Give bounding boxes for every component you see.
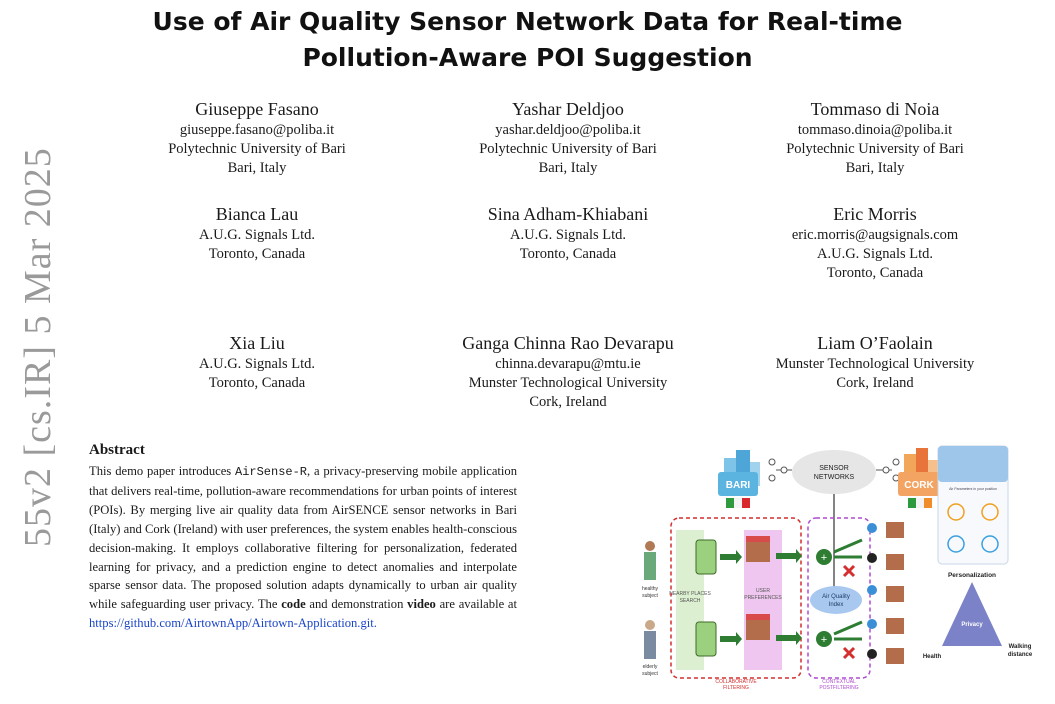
author-affil-line: Cork, Ireland	[836, 375, 914, 391]
triangle-right-label-2: distance	[1007, 652, 1033, 658]
author-9	[735, 331, 1015, 393]
author-name: Liam O’Faolain	[817, 333, 933, 353]
cloud-icon	[867, 523, 877, 629]
author-name: Yashar Deldjoo	[512, 99, 624, 119]
paper-title	[100, 4, 955, 76]
svg-text:+: +	[820, 634, 828, 646]
author-name: Tommaso di Noia	[810, 99, 940, 119]
author-6	[735, 202, 1015, 283]
video-keyword: video	[407, 597, 436, 612]
preferences-label-2: PREFERENCES	[744, 595, 782, 601]
author-5	[428, 202, 708, 264]
code-keyword: code	[281, 597, 306, 612]
system-overview-figure	[636, 440, 1046, 690]
elderly-person-icon	[644, 620, 656, 659]
author-affil-line: Toronto, Canada	[208, 375, 306, 391]
sensor-cloud	[792, 450, 876, 494]
abstract-heading: Abstract	[89, 442, 145, 458]
phone-icon	[696, 622, 716, 656]
author-affil-line: Bari, Italy	[227, 160, 287, 176]
svg-text:+: +	[820, 552, 828, 564]
context-label-2: POSTFILTERING	[819, 685, 859, 690]
preferences-label-1: USER	[756, 588, 770, 594]
nearby-label-1: NEARBY PLACES	[669, 591, 711, 597]
plus-icon	[816, 549, 832, 565]
author-affil-line: A.U.G. Signals Ltd.	[817, 246, 933, 262]
author-affil-line: Toronto, Canada	[208, 246, 306, 262]
author-name: Ganga Chinna Rao Devarapu	[462, 333, 674, 353]
shop-icon	[746, 536, 770, 562]
title-line-2: Pollution-Aware POI Suggestion	[302, 43, 753, 72]
author-affil-line: giuseppe.fasano@poliba.it	[179, 122, 335, 138]
author-affil-line: Bari, Italy	[538, 160, 598, 176]
abstract-text: This demo paper introduces	[89, 464, 235, 478]
healthy-label-2: subject	[642, 593, 658, 599]
author-name: Bianca Lau	[215, 204, 299, 224]
author-affil-line: chinna.devarapu@mtu.ie	[495, 356, 641, 372]
app-screenshot	[938, 446, 1008, 564]
collab-label-1: COLLABORATIVE	[715, 679, 757, 685]
collab-label-2: FILTERING	[723, 685, 749, 690]
abstract-text: and demonstration	[305, 597, 408, 612]
author-affil-line: Polytechnic University of Bari	[168, 141, 346, 157]
aqi-bubble	[810, 586, 862, 614]
author-affil-line: yashar.deldjoo@poliba.it	[495, 122, 641, 138]
author-name: Sina Adham-Khiabani	[487, 204, 649, 224]
context-label-1: CONTEXTUAL	[822, 679, 856, 685]
author-3	[735, 97, 1015, 178]
aqi-label-1: Air Quality	[822, 594, 850, 600]
abstract-body	[89, 462, 517, 633]
author-name: Giuseppe Fasano	[195, 99, 319, 119]
nearby-label-2: SEARCH	[679, 598, 701, 604]
author-affil-line: A.U.G. Signals Ltd.	[510, 227, 626, 243]
aqi-label-2: Index	[828, 602, 844, 608]
author-7	[117, 331, 397, 393]
author-8	[428, 331, 708, 412]
author-affil-line: Munster Technological University	[468, 375, 668, 391]
abstract-text: are available at	[435, 597, 517, 612]
author-affil-line: Toronto, Canada	[519, 246, 617, 262]
sensor-label-2: NETWORKS	[813, 474, 855, 481]
author-1	[117, 97, 397, 178]
author-affil-line: tommaso.dinoia@poliba.it	[797, 122, 953, 138]
bari-label: BARI	[725, 480, 751, 491]
plus-icon	[816, 631, 832, 647]
triangle-right-label-1: Walking	[1008, 644, 1032, 650]
pollution-cloud-icon	[867, 553, 877, 659]
author-name: Eric Morris	[833, 204, 917, 224]
sensor-label-1: SENSOR	[819, 465, 849, 472]
privacy-triangle	[942, 582, 1002, 646]
phone-icon	[696, 540, 716, 574]
author-affil-line: eric.morris@augsignals.com	[791, 227, 959, 243]
arxiv-stamp: 55v2 [cs.IR] 5 Mar 2025	[17, 147, 59, 547]
repo-link[interactable]: https://github.com/AirtownApp/Airtown-Application.git.	[89, 616, 377, 631]
shop-icon	[886, 522, 904, 664]
healthy-label-1: healthy	[641, 586, 659, 592]
author-affil-line: Polytechnic University of Bari	[786, 141, 964, 157]
author-2	[428, 97, 708, 178]
cork-label: CORK	[904, 480, 934, 491]
author-4	[117, 202, 397, 264]
abstract-text: , a privacy-preserving mobile application that delivers real-time, pollution-aware recommendations for urban points of interest (POIs). By merging live air quality data from AirSENCE sensor networks in Bari (Italy) and Cork (Ireland) with user preferences, the system enables health-conscious decision-making. It employs collaborative filtering for personalization, federated learning for privacy, and a prediction engine to detect anomalies and interpolate sparse sensor data. The proposed solution adapts dynamically to urban air quality while safeguarding user privacy. The	[89, 464, 517, 612]
healthy-person-icon	[644, 541, 656, 580]
elderly-label-2: subject	[642, 671, 658, 677]
triangle-left-label: Health	[922, 654, 942, 660]
phone-header-text: Air Parameters in your position	[949, 487, 997, 491]
elderly-label-1: elderly	[642, 664, 658, 670]
italy-flag-icon	[726, 498, 750, 508]
author-affil-line: Munster Technological University	[775, 356, 975, 372]
triangle-center-label: Privacy	[961, 622, 983, 628]
title-line-1: Use of Air Quality Sensor Network Data for Real-time	[152, 7, 903, 36]
author-affil-line: Cork, Ireland	[529, 394, 607, 410]
author-affil-line: Polytechnic University of Bari	[479, 141, 657, 157]
author-affil-line: A.U.G. Signals Ltd.	[199, 356, 315, 372]
shop-icon	[746, 614, 770, 640]
app-name: AirSense-R	[235, 465, 308, 479]
author-affil-line: A.U.G. Signals Ltd.	[199, 227, 315, 243]
triangle-top-label: Personalization	[947, 572, 997, 579]
author-affil-line: Toronto, Canada	[826, 265, 924, 281]
author-name: Xia Liu	[229, 333, 285, 353]
ireland-flag-icon	[908, 498, 932, 508]
author-affil-line: Bari, Italy	[845, 160, 905, 176]
